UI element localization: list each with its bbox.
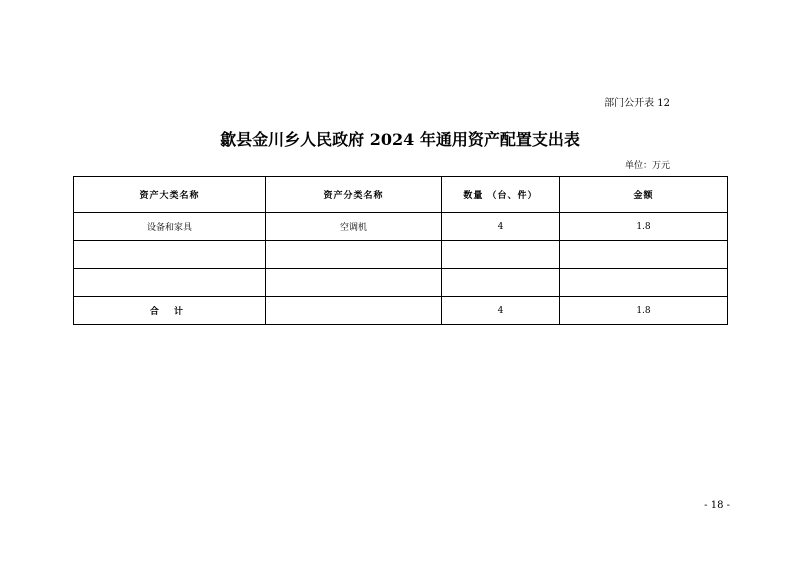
column-header-category: 资产大类名称 <box>74 177 266 213</box>
total-row <box>74 297 728 325</box>
total-quantity: 4 <box>442 297 560 325</box>
cell-category <box>74 241 266 269</box>
table-row <box>74 241 728 269</box>
cell-subcategory <box>266 269 442 297</box>
total-subcategory <box>266 297 442 325</box>
cell-quantity <box>442 241 560 269</box>
expense-table <box>73 176 728 325</box>
table-row <box>74 269 728 297</box>
column-header-amount: 金额 <box>560 177 728 213</box>
table-code: 部门公开表 12 <box>604 98 670 109</box>
column-header-subcategory: 资产分类名称 <box>266 177 442 213</box>
cell-amount <box>560 241 728 269</box>
cell-subcategory <box>266 241 442 269</box>
cell-quantity: 4 <box>442 213 560 241</box>
page-number: - 18 - <box>704 500 730 511</box>
cell-category: 设备和家具 <box>74 213 266 241</box>
table-header-row <box>74 177 728 213</box>
total-label: 合 计 <box>74 297 266 325</box>
unit-label: 单位：万元 <box>624 161 670 171</box>
total-amount: 1.8 <box>560 297 728 325</box>
cell-amount: 1.8 <box>560 213 728 241</box>
cell-subcategory: 空调机 <box>266 213 442 241</box>
column-header-quantity: 数量 （台、件） <box>442 177 560 213</box>
cell-quantity <box>442 269 560 297</box>
cell-category <box>74 269 266 297</box>
table-row <box>74 213 728 241</box>
cell-amount <box>560 269 728 297</box>
page-title: 歙县金川乡人民政府 2024 年通用资产配置支出表 <box>220 130 580 149</box>
